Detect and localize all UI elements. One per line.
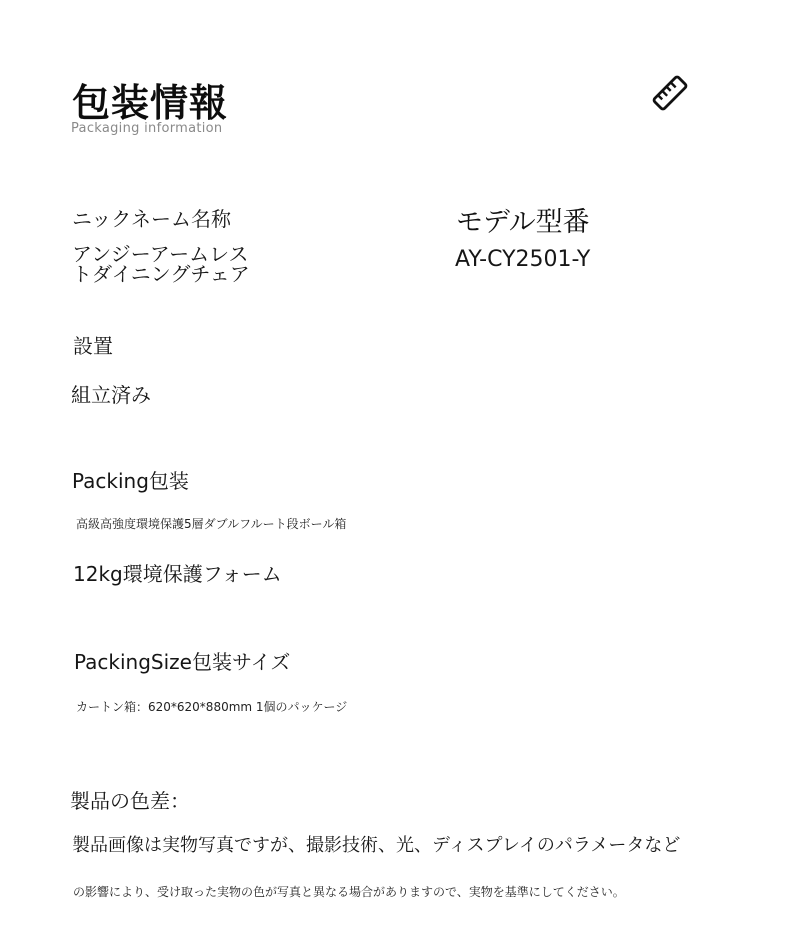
packing-size-value: カートン箱：620*620*880mm 1個のパッケージ [76, 700, 348, 714]
packing-label: Packing包装 [72, 469, 189, 493]
installation-value: 組立済み [71, 383, 151, 407]
packing-box-text: 高級高強度環境保護5層ダブルフルート段ボール箱 [76, 517, 347, 531]
page-subtitle: Packaging information [71, 121, 223, 136]
color-note-line1: 製品画像は実物写真ですが、撮影技術、光、ディスプレイのパラメータなど [72, 835, 681, 856]
color-note-label: 製品の色差： [70, 789, 190, 813]
model-label: モデル型番 [456, 207, 590, 238]
model-value: AY-CY2501-Y [455, 247, 591, 272]
ruler-icon [650, 73, 690, 113]
color-note-line2: の影響により、受け取った実物の色が写真と異なる場合がありますので、実物を基準にしてください。 [73, 885, 625, 899]
packing-size-label: PackingSize包装サイズ [74, 650, 291, 674]
page-title: 包装情報 [72, 81, 229, 125]
installation-label: 設置 [73, 334, 113, 358]
nickname-value-line2: トダイニングチェア [72, 262, 250, 286]
nickname-label: ニックネーム名称 [72, 207, 231, 231]
nickname-value-line1: アンジーアームレス [72, 242, 249, 266]
packing-foam-text: 12kg環境保護フォーム [73, 562, 282, 586]
